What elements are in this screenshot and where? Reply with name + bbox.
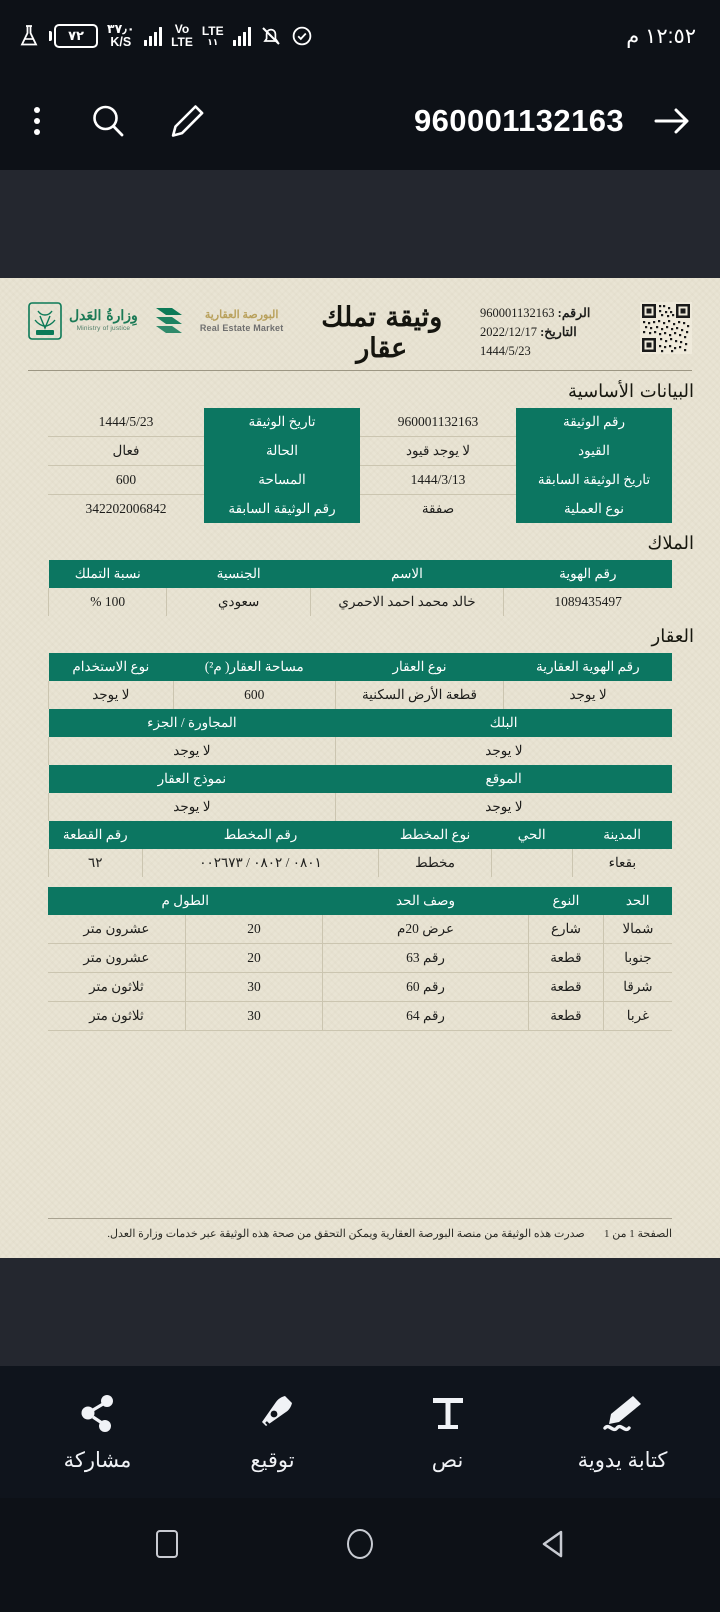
toolbar-item-signature[interactable] — [188, 1392, 358, 1473]
cell-value: لا يوجد — [49, 737, 336, 765]
cell-value: عشرون متر — [48, 944, 185, 973]
document-date-gregorian: 2022/12/17 — [480, 324, 537, 339]
cell-label: القيود — [516, 437, 672, 466]
footer-divider — [48, 1218, 672, 1219]
cell-value: 342202006842 — [85, 501, 167, 516]
cell-label: المساحة — [204, 466, 360, 495]
volte-icon — [171, 23, 193, 48]
spacer — [0, 877, 720, 887]
document-header — [0, 292, 720, 364]
toolbar-item-label: كتابة يدوية — [577, 1448, 668, 1472]
cell-value: 20 — [185, 915, 322, 944]
table-row — [48, 915, 672, 944]
column-header: نسبة التملك — [49, 560, 167, 588]
battery-level-label: ٧٢ — [68, 28, 84, 43]
document-date-row — [480, 323, 630, 342]
document-date-label: التاريخ: — [540, 324, 577, 339]
column-header: الاسم — [310, 560, 503, 588]
mute-bell-icon — [260, 24, 282, 48]
signature-nib-icon — [249, 1392, 297, 1436]
signal-bars-secondary-icon — [233, 26, 252, 46]
flask-icon — [18, 24, 40, 48]
lte-icon — [202, 25, 224, 47]
cell-label: تاريخ الوثيقة — [204, 408, 360, 437]
cell-value: 30 — [185, 1002, 322, 1031]
column-header: نوع العقار — [335, 653, 503, 681]
table-row — [49, 793, 673, 821]
search-icon[interactable] — [88, 101, 128, 141]
clock-label: ١٢:٥٢ م — [626, 24, 696, 48]
table-header-row — [48, 887, 672, 915]
cell-value: جنوبا — [603, 944, 672, 973]
footer-note: صدرت هذه الوثيقة من منصة البورصة العقارية ويمكن التحقق من صحة هذه الوثيقة عبر خدمات وزارة العدل. — [107, 1228, 585, 1240]
cell-value: 100 % — [49, 588, 167, 616]
table-row — [48, 466, 672, 495]
toolbar-item-label: مشاركة — [63, 1448, 132, 1472]
footer-page-label: الصفحة 1 من 1 — [603, 1228, 672, 1240]
cell-value: ثلاثون متر — [48, 1002, 185, 1031]
cell-value: 20 — [185, 944, 322, 973]
net-speed-unit: K/S — [110, 35, 132, 49]
market-logo-english: Real Estate Market — [199, 322, 284, 333]
viewer-background-bottom — [0, 1258, 720, 1366]
triangle-back-icon — [539, 1529, 567, 1559]
basic-data-body — [48, 408, 672, 523]
document-number-row — [480, 304, 630, 323]
column-header: الحد — [603, 887, 672, 915]
status-bar — [0, 0, 720, 72]
cell-value: 600 — [48, 466, 204, 495]
table-row — [49, 681, 673, 709]
boundaries-table — [48, 887, 672, 1031]
column-header: رقم القطعة — [49, 821, 143, 849]
cell-value: 1089435497 — [504, 588, 672, 616]
owners-table — [48, 560, 672, 616]
check-circle-icon — [291, 25, 313, 47]
toolbar-item-text[interactable] — [363, 1392, 533, 1473]
column-header: النوع — [529, 887, 604, 915]
cell-value: رقم 60 — [323, 973, 529, 1002]
table-header-row — [49, 560, 673, 588]
lte-line-1: LTE — [201, 23, 224, 38]
viewer-background-top — [0, 170, 720, 278]
plan-table — [48, 821, 672, 877]
cell-value: شرقا — [603, 973, 672, 1002]
cell-label: تاريخ الوثيقة السابقة — [516, 466, 672, 495]
basic-data-table — [48, 408, 672, 523]
cell-value: لا يوجد — [504, 681, 672, 709]
cell-value: لا يوجد قيود — [360, 437, 516, 466]
volte-line-2: LTE — [171, 35, 193, 49]
table-row — [48, 408, 672, 437]
volte-line-1: Vo — [174, 22, 190, 37]
column-header: المدينة — [572, 821, 672, 849]
document-date-hijri: 1444/5/23 — [480, 343, 531, 358]
cell-value: 1444/3/13 — [360, 466, 516, 495]
cell-value: ٠٨٠١ / ٠٨٠٢ / ٠٠٢٦٧٣ — [142, 849, 379, 877]
column-header: الموقع — [335, 765, 672, 793]
cell-value: لا يوجد — [49, 793, 336, 821]
document-number-value: 960001132163 — [480, 306, 555, 320]
cell-value: قطعة — [529, 1002, 604, 1031]
net-speed-value: ٣٧٫٠ — [107, 22, 135, 37]
network-speed-icon — [107, 23, 135, 49]
cell-label: رقم الوثيقة — [516, 408, 672, 437]
square-icon — [156, 1530, 178, 1558]
cell-value: فعال — [48, 437, 204, 466]
cell-label: الحالة — [204, 437, 360, 466]
cell-value: 600 — [173, 681, 335, 709]
cell-value: عشرون متر — [48, 915, 185, 944]
document-number-label: الرقم: — [557, 306, 591, 320]
table-header-row — [49, 709, 673, 737]
text-t-icon — [424, 1392, 472, 1436]
cell-value: خالد محمد احمد الاحمري — [310, 588, 503, 616]
column-header: رقم المخطط — [142, 821, 379, 849]
table-row — [48, 1002, 672, 1031]
toolbar-item-label: توقيع — [250, 1448, 295, 1472]
cell-value: لا يوجد — [335, 793, 672, 821]
real-estate-market-logo — [152, 304, 284, 338]
status-clock — [626, 24, 696, 49]
android-nav-bar — [0, 1498, 720, 1590]
column-header: مساحة العقار( م²) — [173, 653, 335, 681]
cell-label: رقم الوثيقة السابقة — [204, 495, 360, 524]
table-row — [49, 737, 673, 765]
lte-line-2: ١١ — [207, 36, 219, 47]
column-header: نوع الاستخدام — [49, 653, 174, 681]
cell-value — [491, 849, 572, 877]
battery-icon — [49, 24, 98, 48]
status-icons-group — [18, 23, 313, 49]
column-header: رقم الهوية — [504, 560, 672, 588]
section-title-owners: الملاك — [647, 533, 694, 554]
toolbar-item-label: نص — [431, 1448, 464, 1472]
column-header: رقم الهوية العقارية — [504, 653, 672, 681]
cell-value: قطعة — [529, 944, 604, 973]
document-logos — [28, 298, 283, 340]
app-bar — [0, 72, 720, 170]
edit-icon[interactable] — [168, 101, 208, 141]
cell-label: نوع العملية — [516, 495, 672, 524]
document-page[interactable] — [0, 278, 720, 1258]
market-chevron-icon — [152, 304, 192, 338]
qr-code-icon — [640, 302, 692, 354]
cell-value: 30 — [185, 973, 322, 1002]
handwriting-pen-icon — [599, 1392, 647, 1436]
document-title: وثيقة تملك عقار — [321, 302, 443, 364]
market-logo-arabic: البورصة العقارية — [204, 308, 279, 321]
column-header: الطول م — [48, 887, 323, 915]
cell-value: لا يوجد — [49, 681, 174, 709]
cell-value: مخطط — [379, 849, 491, 877]
toolbar-item-handwriting[interactable] — [538, 1392, 708, 1473]
cell-value: قطعة الأرض السكنية — [335, 681, 503, 709]
column-header: الحي — [491, 821, 572, 849]
cell-value: قطعة — [529, 973, 604, 1002]
ministry-of-justice-logo — [28, 302, 138, 340]
column-header: المجاورة / الجزء — [49, 709, 336, 737]
cell-value: ثلاثون متر — [48, 973, 185, 1002]
signal-bars-icon — [144, 26, 163, 46]
cell-value: سعودي — [167, 588, 310, 616]
section-title-property: العقار — [651, 626, 694, 647]
table-row — [48, 944, 672, 973]
editor-toolbar — [0, 1366, 720, 1498]
cell-value: لا يوجد — [335, 737, 672, 765]
saudi-emblem-icon — [28, 302, 62, 340]
column-header: نوع المخطط — [379, 821, 491, 849]
document-footer — [0, 1218, 720, 1240]
ministry-logo-english: Ministry of justice — [76, 325, 131, 333]
cell-value: شارع — [529, 915, 604, 944]
table-header-row — [49, 765, 673, 793]
table-row — [48, 437, 672, 466]
table-header-row — [49, 821, 673, 849]
cell-value: شمالا — [603, 915, 672, 944]
column-header: نموذج العقار — [49, 765, 336, 793]
open-file-name: 960001132163 — [414, 103, 624, 138]
cell-value: رقم 64 — [323, 1002, 529, 1031]
cell-value: عرض 20م — [323, 915, 529, 944]
column-header: الجنسية — [167, 560, 310, 588]
share-nodes-icon — [74, 1392, 122, 1436]
cell-value: رقم 63 — [323, 944, 529, 973]
cell-value: غربا — [603, 1002, 672, 1031]
ministry-logo-arabic: وِزارةُ العَدل — [69, 308, 138, 325]
circle-icon — [347, 1529, 373, 1559]
document-meta — [480, 298, 630, 360]
nav-recents-button[interactable] — [122, 1514, 212, 1574]
cell-value: 960001132163 — [360, 408, 516, 437]
table-row — [49, 588, 673, 616]
cell-value: 1444/5/23 — [48, 408, 204, 437]
column-header: وصف الحد — [323, 887, 529, 915]
cell-value: صفقة — [421, 501, 455, 516]
section-title-basic: البيانات الأساسية — [568, 381, 694, 402]
back-arrow-icon[interactable] — [650, 101, 694, 141]
overflow-menu-icon[interactable] — [26, 101, 48, 141]
table-row — [48, 495, 672, 524]
cell-value: بقعاء — [572, 849, 672, 877]
cell-value: ٦٢ — [49, 849, 143, 877]
toolbar-item-share[interactable] — [13, 1392, 183, 1473]
property-table — [48, 653, 672, 821]
app-bar-left-actions — [26, 101, 208, 141]
table-row — [48, 973, 672, 1002]
nav-home-button[interactable] — [315, 1514, 405, 1574]
table-header-row — [49, 653, 673, 681]
column-header: البلك — [335, 709, 672, 737]
nav-back-button[interactable] — [508, 1514, 598, 1574]
table-row — [49, 849, 673, 877]
app-bar-right — [414, 101, 694, 141]
